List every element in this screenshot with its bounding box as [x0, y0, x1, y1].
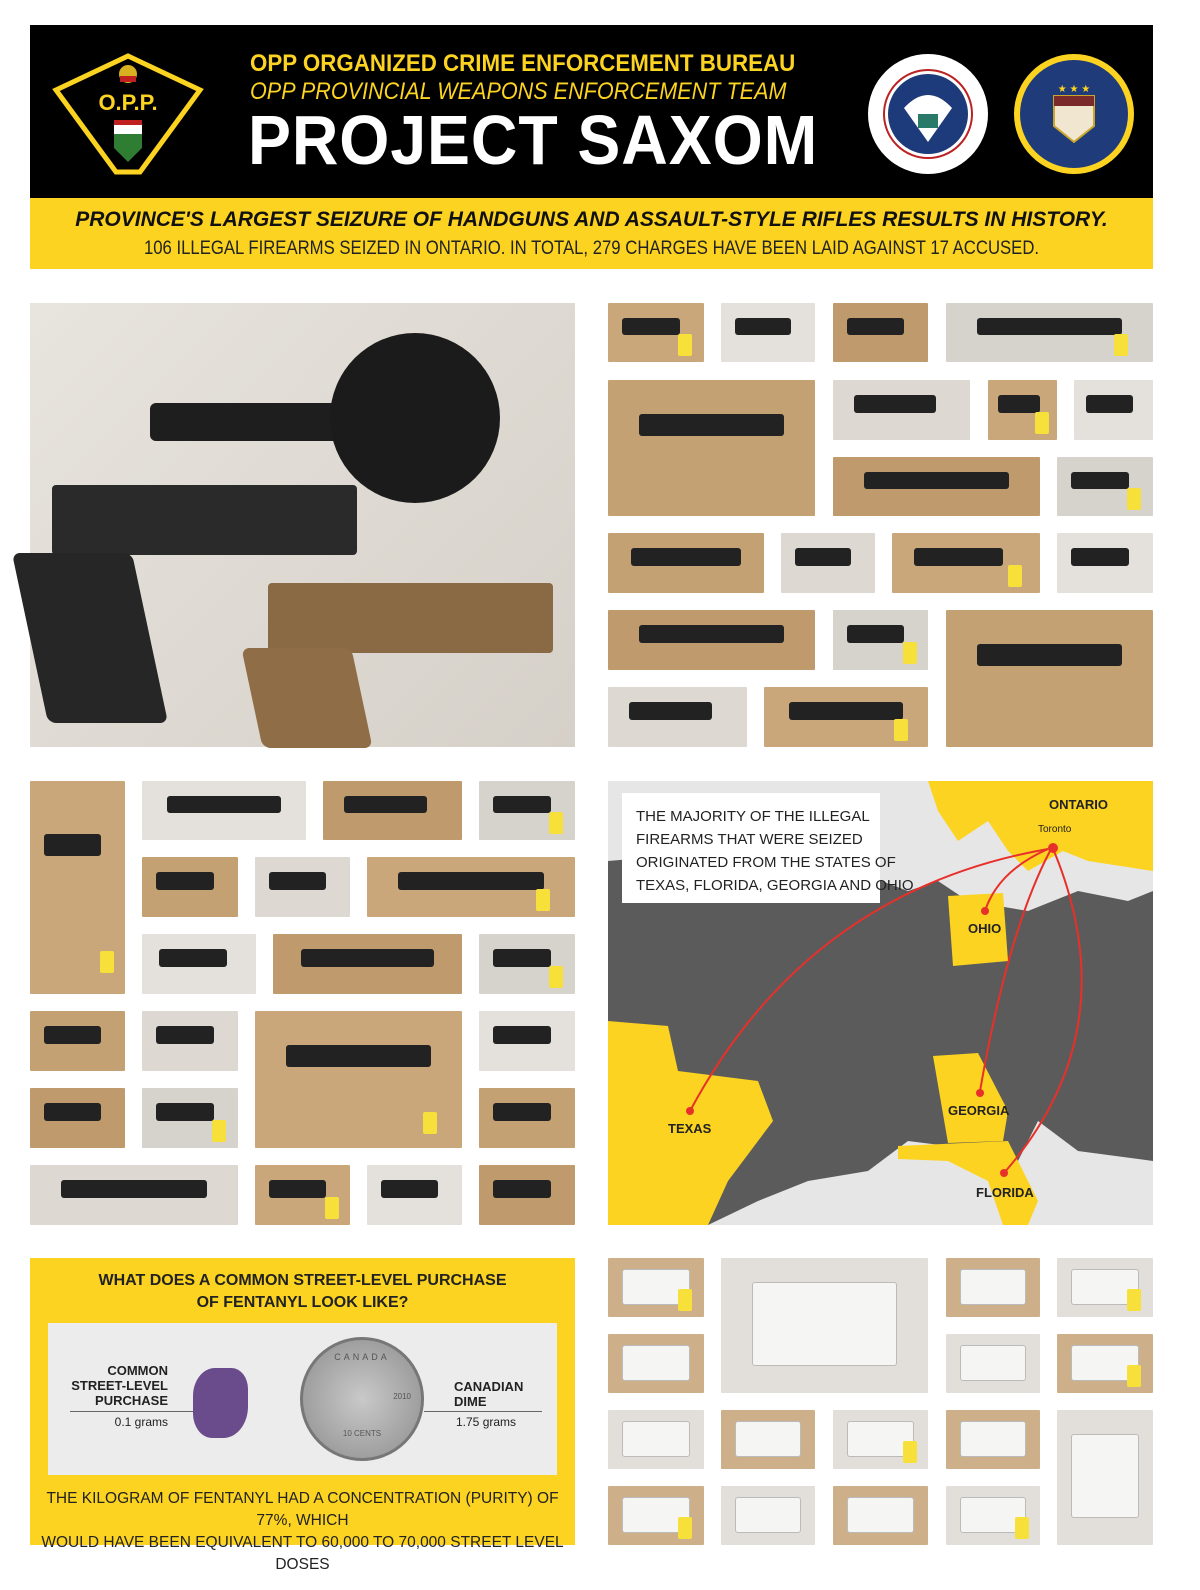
- firearm: [398, 872, 544, 890]
- firearm: [167, 796, 282, 814]
- firearm-evidence-photo: [1057, 457, 1153, 516]
- drug-evidence-photo: [721, 1410, 815, 1469]
- firearm: [156, 1026, 214, 1044]
- evidence-bag: [735, 1421, 801, 1458]
- firearm-evidence-photo: [988, 380, 1057, 440]
- firearm: [789, 702, 904, 720]
- evidence-tag: [536, 889, 550, 911]
- firearm: [44, 1103, 101, 1121]
- firearm: [493, 796, 551, 814]
- firearm: [44, 834, 101, 856]
- firearm-evidence-photo: [255, 1165, 350, 1225]
- firearm-evidence-photo: [608, 303, 704, 362]
- map-note: THE MAJORITY OF THE ILLEGAL FIREARMS THAT WERE SEIZED ORIGINATED FROM THE STATES OF TEXAS, FLORIDA, GEORGIA AND OHIO: [636, 808, 914, 894]
- dime-weight: 1.75 grams: [456, 1415, 517, 1429]
- firearm-evidence-photo: [833, 380, 970, 440]
- fentanyl-footer: THE KILOGRAM OF FENTANYL HAD A CONCENTRATION (PURITY) OF 77%, WHICH WOULD HAVE BEEN EQUIVALENT TO 60,000 TO 70,000 STREET LEVEL DOSES: [41, 1490, 564, 1573]
- fentanyl-sample: [193, 1368, 248, 1438]
- firearm: [847, 318, 904, 336]
- evidence-tag: [325, 1197, 339, 1219]
- drug-evidence-photo: [721, 1486, 815, 1545]
- evidence-tag: [903, 1441, 917, 1463]
- firearm-evidence-photo: [479, 1088, 575, 1148]
- firearm: [159, 949, 227, 967]
- label-florida: FLORIDA: [976, 1185, 1034, 1200]
- evidence-bag: [960, 1421, 1026, 1458]
- drug-evidence-photo: [608, 1334, 704, 1393]
- fentanyl-comparison-panel: [30, 1258, 575, 1573]
- evidence-tag: [1127, 488, 1141, 510]
- firearm-evidence-photo: [608, 533, 764, 593]
- team-title: OPP PROVINCIAL WEAPONS ENFORCEMENT TEAM: [250, 78, 787, 105]
- firearm-evidence-photo: [479, 1011, 575, 1071]
- evidence-bag: [622, 1421, 689, 1458]
- project-title: PROJECT SAXOM: [248, 101, 819, 179]
- firearm: [631, 548, 740, 566]
- drug-evidence-photo: [946, 1410, 1040, 1469]
- firearm: [61, 1180, 207, 1198]
- firearm-evidence-photo: [833, 457, 1040, 516]
- evidence-tag: [549, 812, 563, 834]
- firearm: [44, 1026, 101, 1044]
- dhs-seal: [864, 52, 992, 176]
- black-pistol-grip: [12, 553, 168, 723]
- evidence-tag: [212, 1120, 226, 1142]
- evidence-tag: [903, 642, 917, 664]
- firearm-evidence-photo: [946, 610, 1153, 747]
- firearm: [493, 1026, 551, 1044]
- firearm-evidence-photo: [608, 687, 747, 747]
- street-purchase-label: COMMON STREET-LEVEL PURCHASE: [71, 1363, 168, 1408]
- firearm: [156, 1103, 214, 1121]
- drug-evidence-photo: [608, 1410, 704, 1469]
- drug-evidence-photo: [946, 1486, 1040, 1545]
- drug-evidence-photo: [1057, 1410, 1153, 1545]
- firearm-evidence-photo: [255, 857, 350, 917]
- firearm-evidence-photo: [833, 303, 928, 362]
- label-texas: TEXAS: [668, 1121, 712, 1136]
- firearm: [847, 625, 904, 643]
- evidence-tag: [423, 1112, 437, 1134]
- headline-banner: [30, 198, 1153, 269]
- firearm-evidence-photo: [479, 781, 575, 840]
- firearm-evidence-photo: [892, 533, 1040, 593]
- firearm-evidence-photo: [608, 610, 815, 670]
- firearm-evidence-photo: [1057, 533, 1153, 593]
- firearm-evidence-photo: [142, 1011, 238, 1071]
- label-ontario: ONTARIO: [1049, 797, 1108, 812]
- evidence-bag: [735, 1497, 801, 1534]
- drug-evidence-photo: [1057, 1258, 1153, 1317]
- evidence-tag: [1015, 1517, 1029, 1539]
- firearm-evidence-photo: [255, 1011, 462, 1148]
- evidence-tag: [894, 719, 908, 741]
- street-purchase-weight: 0.1 grams: [114, 1415, 168, 1429]
- evidence-tag: [678, 1517, 692, 1539]
- drug-evidence-photo: [833, 1410, 928, 1469]
- dime-coin: CANADA 2010 10 CENTS: [300, 1337, 424, 1461]
- tan-pistol-slide: [268, 583, 553, 653]
- evidence-tag: [549, 966, 563, 988]
- firearm-evidence-photo: [30, 781, 125, 994]
- firearm-evidence-photo: [367, 1165, 462, 1225]
- firearm: [998, 395, 1039, 413]
- firearm-evidence-photo: [781, 533, 875, 593]
- firearm-evidence-photo: [833, 610, 928, 670]
- firearm-evidence-photo: [323, 781, 462, 840]
- bureau-title: OPP ORGANIZED CRIME ENFORCEMENT BUREAU: [250, 50, 796, 77]
- evidence-bag: [622, 1345, 689, 1382]
- firearm: [639, 625, 784, 643]
- firearm-evidence-photo: [1074, 380, 1153, 440]
- drug-evidence-photo: [833, 1486, 928, 1545]
- firearm-evidence-photo: [30, 1011, 125, 1071]
- hero-photo-seized-pistols-drum-magazine: [30, 303, 575, 747]
- evidence-tag: [678, 1289, 692, 1311]
- evidence-bag: [1071, 1434, 1138, 1518]
- label-toronto: Toronto: [1038, 824, 1072, 835]
- firearm: [622, 318, 680, 336]
- firearm-evidence-photo: [142, 781, 306, 840]
- evidence-tag: [1035, 412, 1049, 434]
- dime-label: CANADIAN DIME: [454, 1379, 524, 1409]
- evidence-tag: [1008, 565, 1022, 587]
- evidence-bag: [752, 1282, 897, 1366]
- svg-text:O.P.P.: O.P.P.: [98, 90, 158, 115]
- black-pistol-slide: [52, 485, 357, 555]
- firearm: [156, 872, 214, 890]
- drug-evidence-photo: [946, 1258, 1040, 1317]
- firearm-evidence-photo: [30, 1165, 238, 1225]
- fentanyl-question: WHAT DOES A COMMON STREET-LEVEL PURCHASE OF FENTANYL LOOK LIKE?: [98, 1272, 507, 1311]
- evidence-tag: [1114, 334, 1128, 356]
- firearm-evidence-photo: [479, 1165, 575, 1225]
- firearm-evidence-photo: [142, 857, 238, 917]
- opp-logo: [48, 52, 208, 176]
- origin-map: [608, 781, 1153, 1225]
- firearm: [493, 949, 551, 967]
- firearm: [1071, 548, 1129, 566]
- fentanyl-vs-dime-photo: [48, 1323, 557, 1475]
- firearm: [864, 472, 1009, 490]
- firearm-evidence-photo: [946, 303, 1153, 362]
- evidence-tag: [100, 951, 114, 973]
- firearm: [639, 414, 784, 436]
- firearm: [286, 1045, 431, 1067]
- label-georgia: GEORGIA: [948, 1103, 1010, 1118]
- firearm: [735, 318, 791, 336]
- firearm-evidence-photo: [142, 1088, 238, 1148]
- firearm: [493, 1180, 551, 1198]
- firearm-evidence-photo: [30, 1088, 125, 1148]
- firearm: [795, 548, 851, 566]
- firearm: [977, 644, 1122, 666]
- firearm-evidence-photo: [479, 934, 575, 994]
- drum-magazine: [330, 333, 500, 503]
- firearm: [269, 872, 326, 890]
- tan-pistol-grip: [241, 648, 372, 748]
- firearm: [629, 702, 712, 720]
- firearm: [493, 1103, 551, 1121]
- firearm-evidence-photo: [608, 380, 815, 516]
- drug-evidence-photo: [946, 1334, 1040, 1393]
- svg-text:★ ★ ★: ★ ★ ★: [1057, 84, 1091, 95]
- evidence-bag: [960, 1269, 1026, 1306]
- firearm: [977, 318, 1122, 336]
- drug-evidence-photo: [608, 1258, 704, 1317]
- firearm-evidence-photo: [142, 934, 256, 994]
- drug-evidence-photo: [1057, 1334, 1153, 1393]
- firearm-evidence-photo: [367, 857, 575, 917]
- evidence-bag: [960, 1345, 1026, 1382]
- firearm-evidence-photo: [273, 934, 462, 994]
- firearm: [1086, 395, 1133, 413]
- firearm: [381, 1180, 438, 1198]
- firearm-evidence-photo: [721, 303, 815, 362]
- firearm: [301, 949, 433, 967]
- label-ohio: OHIO: [968, 921, 1002, 936]
- drug-evidence-photo: [721, 1258, 928, 1393]
- evidence-tag: [678, 334, 692, 356]
- drug-evidence-photo: [608, 1486, 704, 1545]
- headline: PROVINCE'S LARGEST SEIZURE OF HANDGUNS AND ASSAULT-STYLE RIFLES RESULTS IN HISTORY.: [75, 208, 1108, 231]
- firearm: [1071, 472, 1129, 490]
- firearm: [269, 1180, 326, 1198]
- evidence-bag: [847, 1497, 914, 1534]
- firearm: [344, 796, 427, 814]
- atf-seal: [1012, 52, 1136, 176]
- evidence-tag: [1127, 1365, 1141, 1387]
- firearm-evidence-photo: [764, 687, 928, 747]
- evidence-tag: [1127, 1289, 1141, 1311]
- firearm: [854, 395, 936, 413]
- subline: 106 ILLEGAL FIREARMS SEIZED IN ONTARIO. IN TOTAL, 279 CHARGES HAVE BEEN LAID AGAINST 17 ACCUSED.: [143, 238, 1040, 259]
- firearm: [914, 548, 1003, 566]
